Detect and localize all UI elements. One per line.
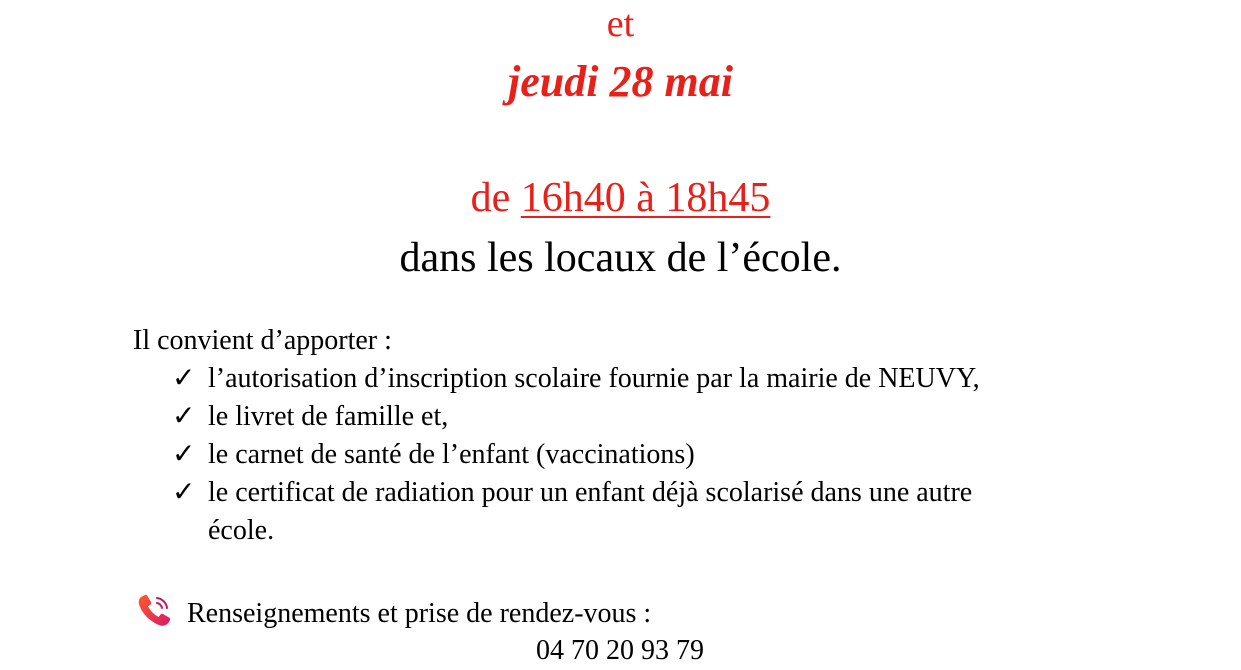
hours-range: 16h40 à 18h45 xyxy=(520,175,771,221)
hours-prefix: de xyxy=(470,175,521,221)
list-item xyxy=(172,436,980,474)
event-location: dans les locaux de l’école. xyxy=(399,235,842,281)
checkmark-icon: ✓ xyxy=(172,363,196,394)
list-item-text: le certificat de radiation pour un enfant déjà scolarisé dans une autre xyxy=(208,477,973,508)
list-item xyxy=(172,360,980,398)
list-item xyxy=(172,474,980,512)
list-item-text: le livret de famille et, xyxy=(208,401,449,432)
documents-intro: Il convient d’apporter : xyxy=(133,325,392,356)
checkmark-icon: ✓ xyxy=(172,401,196,432)
list-item-continuation xyxy=(172,512,980,550)
documents-list xyxy=(172,360,980,550)
checkmark-icon: ✓ xyxy=(172,477,196,508)
checkmark-icon: ✓ xyxy=(172,439,196,470)
phone-number: 04 70 20 93 79 xyxy=(536,635,704,666)
list-item-text: le carnet de santé de l’enfant (vaccinations) xyxy=(208,439,695,470)
list-item-text: école. xyxy=(208,515,275,546)
conjunction-text: et xyxy=(606,3,635,45)
list-item-text: l’autorisation d’inscription scolaire fournie par la mairie de NEUVY, xyxy=(208,363,980,394)
opening-hours xyxy=(0,172,1241,224)
list-item xyxy=(172,398,980,436)
phone-icon xyxy=(137,594,173,628)
contact-row xyxy=(137,594,651,633)
contact-label: Renseignements et prise de rendez-vous : xyxy=(187,598,652,629)
event-date: jeudi 28 mai xyxy=(508,57,733,106)
